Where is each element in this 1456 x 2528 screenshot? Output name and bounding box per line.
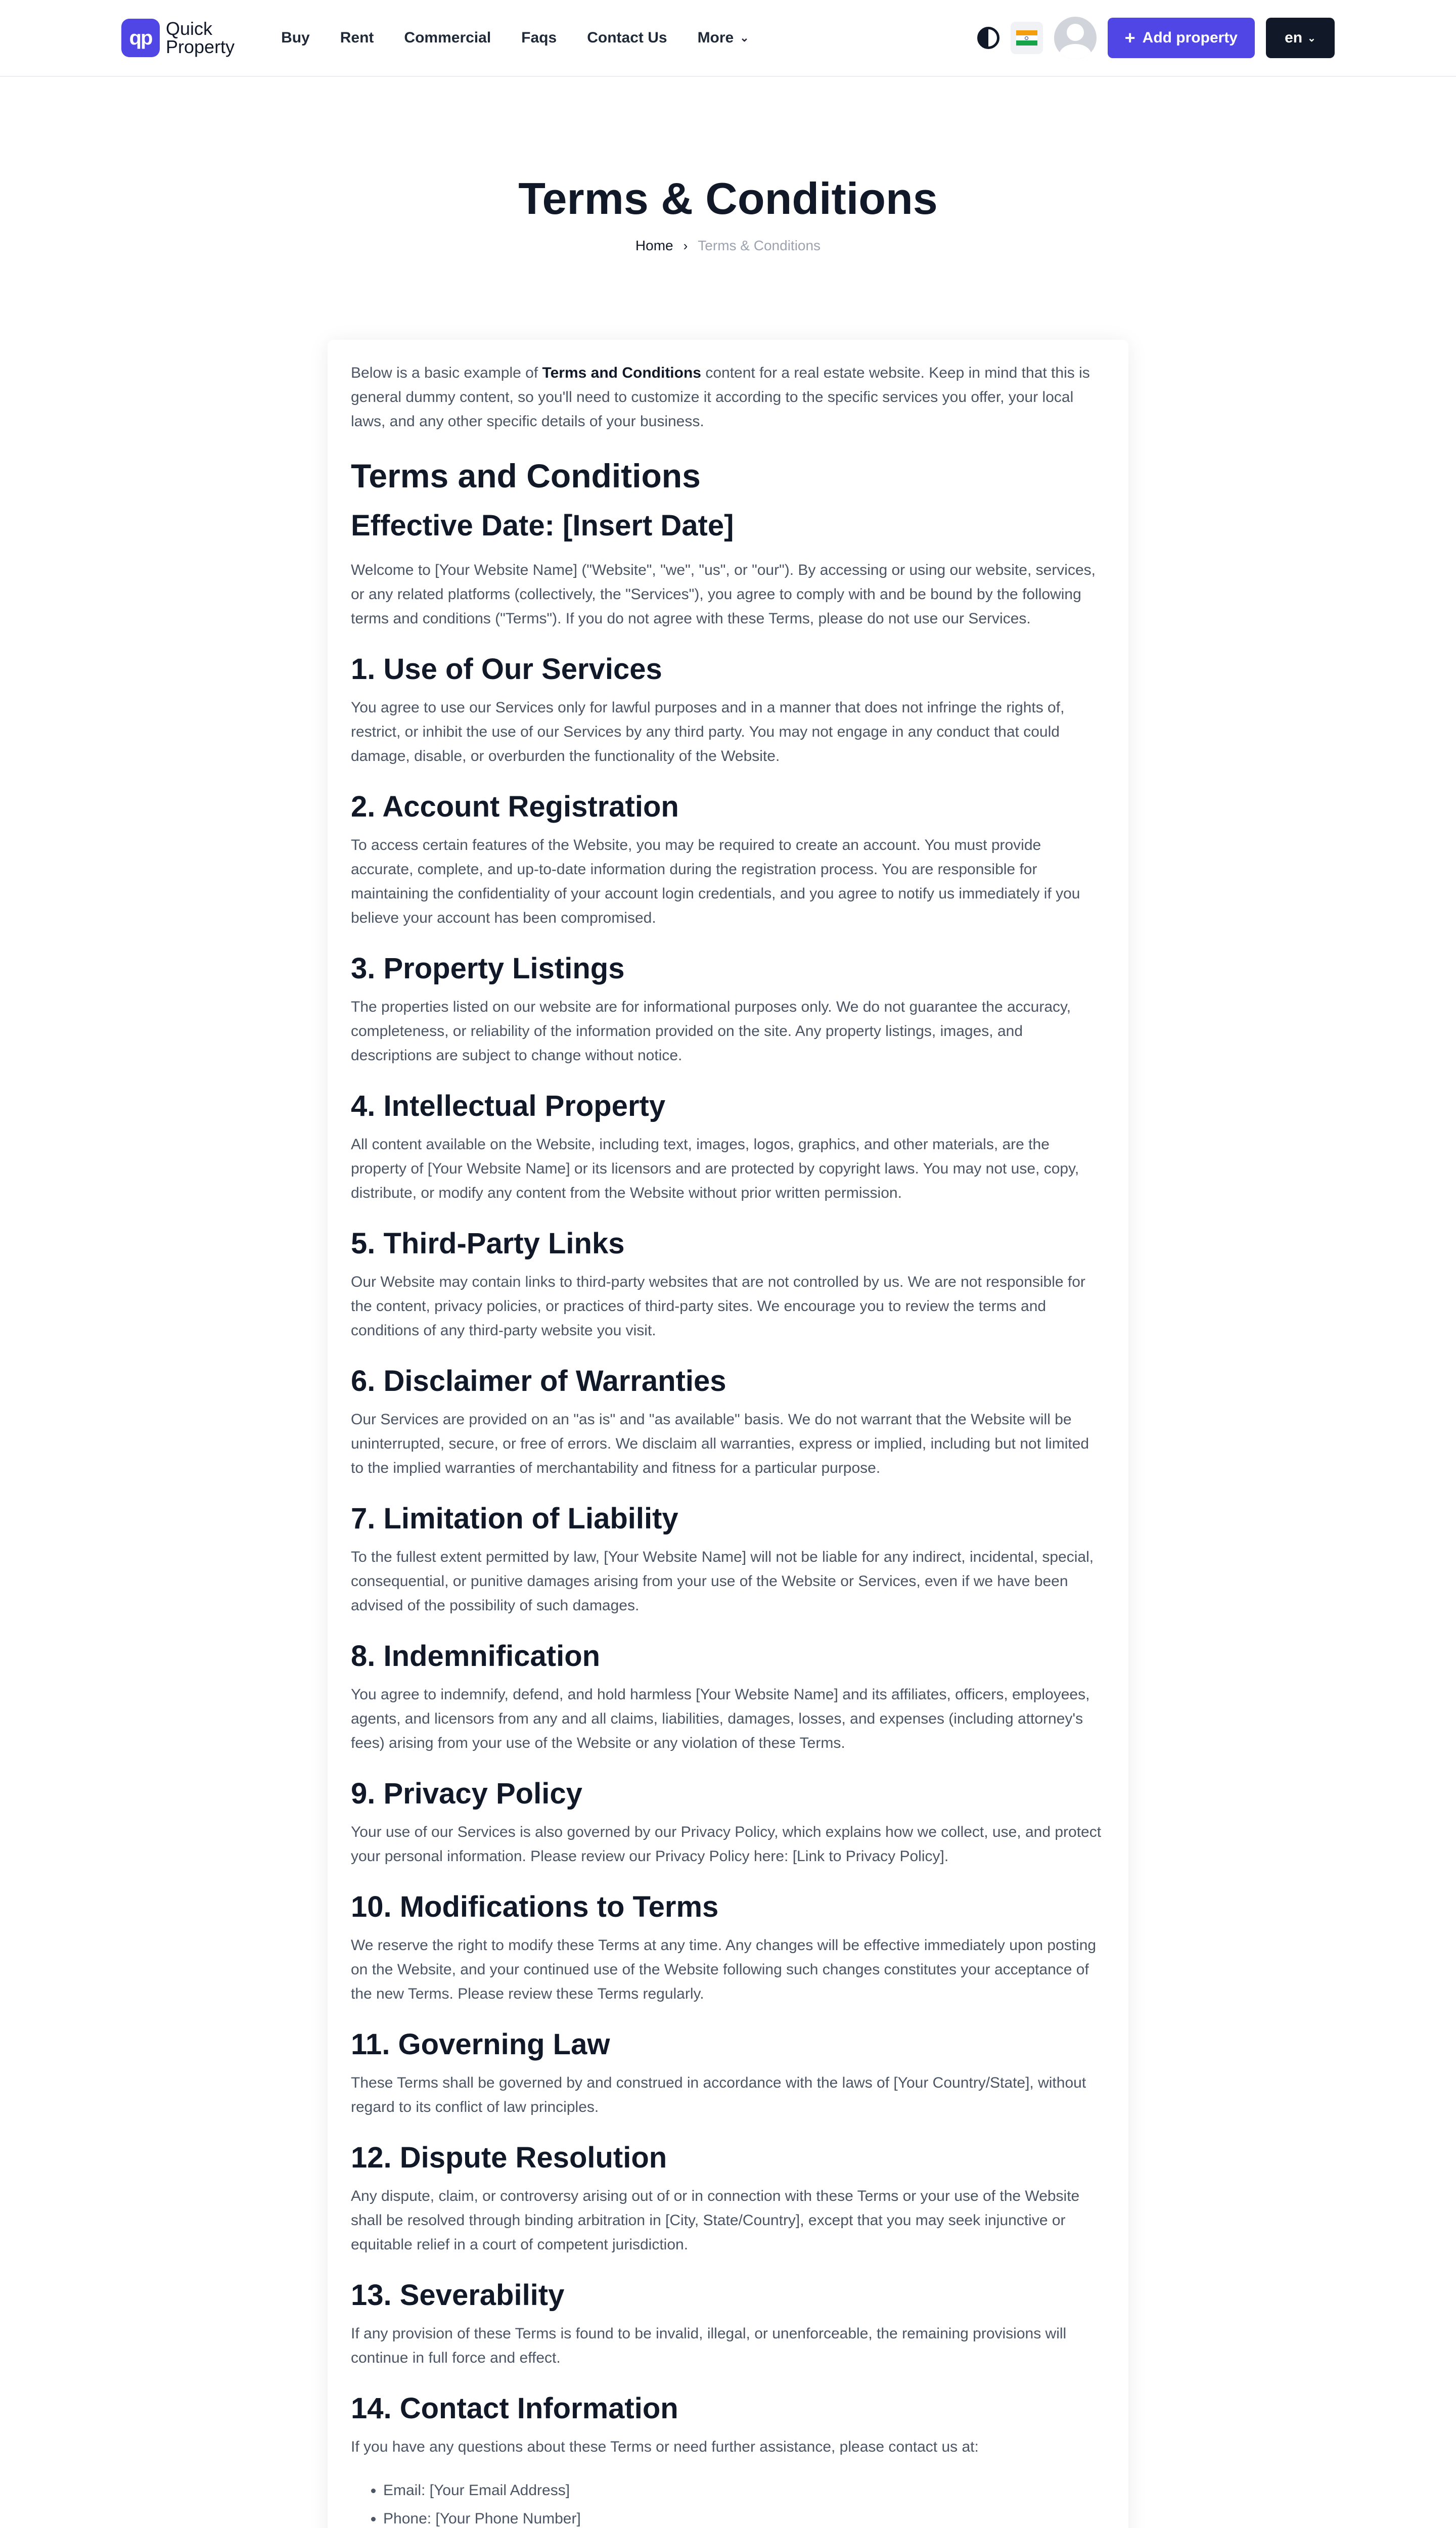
list-item: • Phone: [Your Phone Number]: [383, 2507, 1105, 2528]
theme-toggle-icon[interactable]: [977, 27, 999, 49]
add-property-button[interactable]: [1108, 18, 1255, 58]
section-title: 11. Governing Law: [351, 2028, 610, 2061]
user-avatar[interactable]: [1054, 17, 1097, 59]
chevron-down-icon: ⌄: [740, 31, 749, 44]
welcome-paragraph: Welcome to [Your Website Name] ("Website", "we", "us", or "our"). By accessing or using our website, services, or any related platforms (collectively, the "Services"), you agree to comply with and be bound by the following terms and conditions ("Terms"). If you do not agree with these Terms, please do not use our Services.: [351, 562, 1096, 627]
section-title: 7. Limitation of Liability: [351, 1502, 678, 1535]
language-label: en: [1285, 29, 1303, 46]
list-item: • Email: [Your Email Address]: [383, 2478, 1105, 2503]
nav-buy[interactable]: Buy: [281, 29, 310, 46]
language-select[interactable]: [1266, 18, 1335, 58]
nav-more[interactable]: [698, 29, 749, 47]
nav-commercial[interactable]: Commercial: [404, 29, 491, 46]
effective-date: Effective Date: [Insert Date]: [351, 509, 734, 542]
section-body: You agree to indemnify, defend, and hold harmless [Your Website Name] and its affiliates, officers, employees, agents, and licensors from any and all claims, liabilities, damages, losses, and expenses (including attorney's fees) arising from your use of the Website or any violation of these Terms.: [351, 1686, 1090, 1751]
section-body: Our Services are provided on an "as is" and "as available" basis. We do not warrant that the Website will be uninterrupted, secure, or free of errors. We disclaim all warranties, express or implied, including but not limited to the implied warranties of merchantability and fitness for a particular purpose.: [351, 1411, 1089, 1476]
section-body: Any dispute, claim, or controversy arising out of or in connection with these Terms or your use of the Website shall be resolved through binding arbitration in [City, State/Country], except that you may seek injunctive or equitable relief in a court of competent jurisdiction.: [351, 2188, 1080, 2253]
section-body: If you have any questions about these Terms or need further assistance, please contact us at:: [351, 2439, 979, 2455]
contact-info-list: [351, 2478, 1105, 2528]
section-title: 4. Intellectual Property: [351, 1090, 666, 1122]
section-body: We reserve the right to modify these Terms at any time. Any changes will be effective immediately upon posting on the Website, and your continued use of the Website following such changes constitutes your acceptance of the new Terms. Please review these Terms regularly.: [351, 1937, 1097, 2002]
intro-suffix: content for a real estate website. Keep in mind that this is general dummy content, so you'll need to customize it according to the specific services you offer, your local laws, and any other specific details of your business.: [351, 365, 1090, 430]
terms-content-card: [328, 340, 1128, 2528]
section-body: To the fullest extent permitted by law, [Your Website Name] will not be liable for any indirect, incidental, special, consequential, or punitive damages arising from your use of the Website or Services, even if we have been advised of the possibility of such damages.: [351, 1549, 1094, 1614]
breadcrumb: [0, 238, 1456, 254]
section-body: The properties listed on our website are for informational purposes only. We do not guarantee the accuracy, completeness, or reliability of the information provided on the site. Any property listings, images, and descriptions are subject to change without notice.: [351, 999, 1071, 1064]
section-body: Your use of our Services is also governed by our Privacy Policy, which explains how we collect, use, and protect your personal information. Please review our Privacy Policy here: [Link to Privacy Policy].: [351, 1824, 1102, 1865]
section-title: 3. Property Listings: [351, 952, 625, 985]
nav-faqs[interactable]: Faqs: [521, 29, 557, 46]
section-title: 14. Contact Information: [351, 2392, 678, 2425]
main-nav: [281, 29, 749, 47]
add-property-label: Add property: [1142, 29, 1238, 46]
nav-more-label: More: [697, 29, 734, 46]
logo-text-line1: Quick: [166, 18, 213, 39]
intro-prefix: Below is a basic example of: [351, 365, 542, 381]
section-title: 12. Dispute Resolution: [351, 2141, 667, 2174]
intro-bold: Terms and Conditions: [542, 365, 701, 381]
terms-heading: Terms and Conditions: [351, 457, 701, 494]
logo-mark: qp: [121, 19, 160, 57]
breadcrumb-home[interactable]: Home: [635, 238, 673, 253]
section-body: To access certain features of the Website, you may be required to create an account. You must provide accurate, complete, and up-to-date information during the registration process. You are responsible for maintaining the confidentiality of your account login credentials, and you agree to notify us immediately if you believe your account has been compromised.: [351, 837, 1080, 926]
section-title: 10. Modifications to Terms: [351, 1890, 719, 1923]
language-flag-button[interactable]: [1011, 22, 1043, 54]
section-title: 6. Disclaimer of Warranties: [351, 1365, 726, 1397]
india-flag-icon: [1016, 30, 1037, 46]
section-body: All content available on the Website, including text, images, logos, graphics, and other materials, are the property of [Your Website Name] or its licensors and are protected by copyright laws. You may not use, copy, distribute, or modify any content from the Website without prior written permission.: [351, 1136, 1079, 1201]
section-body: You agree to use our Services only for lawful purposes and in a manner that does not infringe the rights of, restrict, or inhibit the use of our Services by any third party. You may not engage in any conduct that could damage, disable, or overburden the functionality of the Website.: [351, 699, 1065, 764]
logo-text-line2: Property: [166, 36, 235, 57]
section-title: 5. Third-Party Links: [351, 1227, 625, 1260]
section-title: 2. Account Registration: [351, 790, 679, 823]
chevron-right-icon: ›: [683, 238, 688, 253]
section-body: These Terms shall be governed by and construed in accordance with the laws of [Your Country/State], without regard to its conflict of law principles.: [351, 2074, 1086, 2115]
plus-icon: +: [1124, 27, 1135, 48]
intro-paragraph: [351, 361, 1105, 434]
nav-contact-us[interactable]: Contact Us: [587, 29, 667, 46]
section-body: Our Website may contain links to third-party websites that are not controlled by us. We are not responsible for the content, privacy policies, or practices of third-party sites. We encourage you to review the terms and conditions of any third-party website you visit.: [351, 1274, 1085, 1339]
site-header: [0, 0, 1456, 77]
chevron-down-icon: ⌄: [1307, 32, 1316, 44]
page-hero: [0, 77, 1456, 254]
section-body: If any provision of these Terms is found to be invalid, illegal, or unenforceable, the remaining provisions will continue in full force and effect.: [351, 2325, 1067, 2366]
nav-rent[interactable]: Rent: [340, 29, 374, 46]
page-title: Terms & Conditions: [518, 173, 938, 223]
section-title: 8. Indemnification: [351, 1640, 601, 1673]
section-title: 9. Privacy Policy: [351, 1777, 582, 1810]
site-logo[interactable]: [121, 19, 235, 57]
breadcrumb-current: Terms & Conditions: [698, 238, 821, 253]
section-title: 1. Use of Our Services: [351, 653, 662, 686]
section-title: 13. Severability: [351, 2279, 565, 2312]
